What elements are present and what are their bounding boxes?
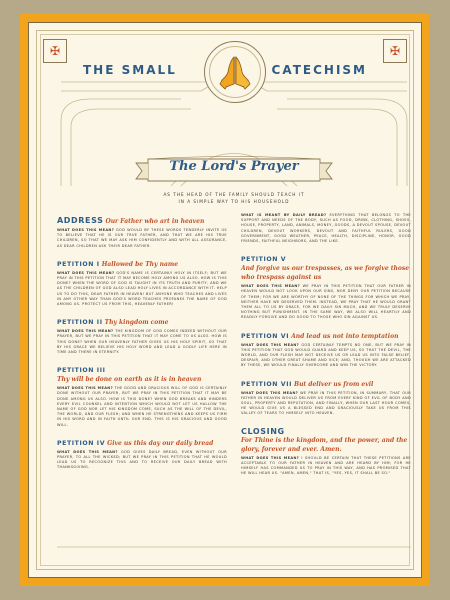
- section-question: WHAT DOES THIS MEAN?: [57, 449, 118, 454]
- section-heading: [241, 424, 411, 454]
- praying-hands-icon: [218, 54, 252, 90]
- section-heading: [241, 251, 411, 282]
- section-answer: GOD CERTAINLY TEMPTS NO ONE, BUT WE PRAY IN THIS PETITION THAT GOD WOULD GUARD AND KEEP US, SO THAT THE DEVIL, THE WORLD, AND OUR FLESH MAY NOT DECEIVE US OR LEAD US INTO FALSE BELIEF, DESPAIR, AND OTHER GREAT SHAME AND VICE; AND, THOUGH WE ARE ATTACKED BY THESE, WE WOULD FINALLY OVERCOME AND WIN THE VICTORY.: [241, 342, 411, 368]
- section-question: WHAT DOES THIS MEAN?: [241, 342, 300, 347]
- section-answer: WE PRAY IN THIS PETITION THAT OUR FATHER IN HEAVEN WOULD NOT LOOK UPON OUR SINS, NOR DENY OUR PETITION BECAUSE OF THEM; FOR WE ARE WORTHY OF NONE OF THE THINGS FOR WHICH WE PRAY, NEITHER HAVE WE DESERVED THEM. INSTEAD, WE PRAY THAT HE WOULD GRANT THEM ALL TO US BY GRACE, FOR WE DAILY SIN MUCH, AND WE TRULY DESERVE NOTHING BUT PUNISHMENT. IN THE SAME WAY, WE ALSO WILL HEARTILY AND READILY FORGIVE AND DO GOOD TO THOSE WHO SIN AGAINST US.: [241, 284, 411, 320]
- section-body: [57, 228, 227, 249]
- catechism-section: [241, 251, 411, 320]
- section-answer: I SHOULD BE CERTAIN THAT THESE PETITIONS ARE ACCEPTABLE TO OUR FATHER IN HEAVEN AND ARE HEARD BY HIM; FOR HE HIMSELF HAS COMMANDED US TO PRAY IN THIS WAY, AND HAS PROMISED THAT HE WILL HEAR US. "AMEN, AMEN," THAT IS, "YES, YES, IT SHALL BE SO.": [241, 455, 411, 476]
- section-body: [57, 271, 227, 307]
- section-phrase: Thy will be done on earth as it is in heaven: [57, 376, 202, 384]
- section-label: PETITION IV: [57, 439, 106, 447]
- catechism-section: [57, 314, 227, 355]
- section-label: PETITION VII: [241, 380, 292, 388]
- section-label: PETITION I: [57, 260, 100, 268]
- section-question: WHAT DOES THIS MEAN?: [57, 270, 115, 275]
- catechism-section: [241, 213, 411, 244]
- right-column: [241, 213, 411, 573]
- section-phrase: Thy kingdom come: [104, 319, 169, 327]
- section-body: [241, 391, 411, 417]
- section-label: PETITION VI: [241, 332, 290, 340]
- section-label: PETITION V: [241, 256, 287, 264]
- catechism-section: [241, 424, 411, 477]
- left-column: [57, 213, 227, 573]
- catechism-section: [57, 362, 227, 428]
- subtitle: [109, 191, 359, 205]
- subtitle-line-2: IN A SIMPLE WAY TO HIS HOUSEHOLD: [178, 199, 290, 204]
- section-body: [241, 213, 411, 244]
- footer-rule: [57, 543, 411, 551]
- content-columns: [57, 213, 411, 573]
- section-answer: THE GOOD AND GRACIOUS WILL OF GOD IS CERTAINLY DONE WITHOUT OUR PRAYER, BUT WE PRAY IN THIS PETITION THAT IT MAY BE DONE AMONG US ALSO. HOW IS THIS DONE? WHEN GOD BREAKS AND HINDERS EVERY EVIL COUNSEL AND INTENTION WHICH WOULD NOT LET US HALLOW THE NAME OF GOD NOR LET HIS KINGDOM COME, SUCH AS THE WILL OF THE DEVIL, THE WORLD, AND OUR FLESH; AND WHEN HE STRENGTHENS AND KEEPS US FIRM IN HIS WORD AND IN FAITH UNTIL OUR END. THIS IS HIS GRACIOUS AND GOOD WILL.: [57, 386, 227, 427]
- section-heading: [57, 256, 227, 269]
- section-question: WHAT DOES THIS MEAN?: [57, 228, 115, 232]
- section-label: PETITION II: [57, 319, 103, 327]
- section-heading: [57, 213, 227, 226]
- section-question: WHAT DOES THIS MEAN?: [241, 455, 300, 460]
- poster-frame: [20, 14, 430, 586]
- section-phrase: Hallowed be Thy name: [101, 260, 179, 268]
- section-body: [57, 450, 227, 471]
- section-question: WHAT IS MEANT BY DAILY BREAD?: [241, 213, 327, 217]
- section-heading: [57, 314, 227, 327]
- section-phrase: Give us this day our daily bread: [107, 439, 214, 447]
- subtitle-line-1: AS THE HEAD OF THE FAMILY SHOULD TEACH IT: [163, 192, 305, 197]
- section-answer: GOD WOULD BY THESE WORDS TENDERLY INVITE US TO BELIEVE THAT HE IS OUR TRUE FATHER, AND THAT WE ARE HIS TRUE CHILDREN, SO THAT WE MAY ASK HIM CONFIDENTLY AND WITH ALL ASSURANCE, AS DEAR CHILDREN ASK THEIR DEAR FATHER.: [57, 228, 227, 248]
- section-body: [241, 343, 411, 369]
- section-answer: EVERYTHING THAT BELONGS TO THE SUPPORT AND NEEDS OF THE BODY, SUCH AS FOOD, DRINK, CLOTHING, SHOES, HOUSE, PROPERTY, LAND, ANIMALS, MONEY, GOODS, A DEVOUT SPOUSE, DEVOUT CHILDREN, DEVOUT WORKERS, DEVOUT AND FAITHFUL RULERS, GOOD GOVERNMENT, GOOD WEATHER, PEACE, HEALTH, DISCIPLINE, HONOR, GOOD FRIENDS, FAITHFUL NEIGHBORS, AND THE LIKE.: [241, 213, 411, 244]
- poster-paper: [28, 22, 422, 578]
- section-heading: [241, 328, 411, 341]
- catechism-section: [57, 213, 227, 249]
- catechism-section: [241, 328, 411, 369]
- page-title: The Lord's Prayer: [169, 159, 299, 174]
- section-answer: GOD'S NAME IS CERTAINLY HOLY IN ITSELF; BUT WE PRAY IN THIS PETITION THAT IT MAY BECOME HOLY AMONG US ALSO. HOW IS THIS DONE? WHEN THE WORD OF GOD IS TAUGHT IN ITS TRUTH AND PURITY, AND WE AS THE CHILDREN OF GOD ALSO LEAD HOLY LIVES IN ACCORDANCE WITH IT. HELP US TO DO THIS, DEAR FATHER IN HEAVEN! BUT ANYONE WHO TEACHES AND LIVES IN ANY OTHER WAY THAN GOD'S WORD TEACHES PROFANES THE NAME OF GOD AMONG US. PROTECT US FROM THIS, HEAVENLY FATHER!: [57, 270, 227, 307]
- section-body: [57, 329, 227, 355]
- emblem-medallion: [204, 41, 266, 103]
- title-left: THE SMALL: [83, 63, 177, 77]
- catechism-section: [57, 256, 227, 307]
- section-label: PETITION III: [57, 367, 106, 375]
- section-phrase: And lead us not into temptation: [291, 332, 399, 340]
- section-label: CLOSING: [241, 426, 285, 436]
- section-answer: THE KINGDOM OF GOD COMES INDEED WITHOUT OUR PRAYER, BUT WE PRAY IN THIS PETITION THAT IT MAY COME TO US ALSO. HOW IS THIS DONE? WHEN OUR HEAVENLY FATHER GIVES US HIS HOLY SPIRIT, SO THAT BY HIS GRACE WE BELIEVE HIS HOLY WORD AND LEAD A GODLY LIFE HERE IN TIME AND THERE IN ETERNITY.: [57, 329, 227, 355]
- section-question: WHAT DOES THIS MEAN?: [57, 329, 114, 334]
- section-phrase: For Thine is the kingdom, and the power, and the glory, forever and ever. Amen.: [241, 436, 408, 453]
- section-phrase: Our Father who art in heaven: [105, 218, 205, 225]
- section-body: [57, 386, 227, 428]
- catechism-section: [57, 435, 227, 471]
- cross-icon: ✠: [49, 44, 61, 58]
- catechism-section: [241, 376, 411, 417]
- section-heading: [57, 362, 227, 384]
- title-right: CATECHISM: [271, 63, 367, 77]
- section-phrase: But deliver us from evil: [294, 380, 374, 388]
- cross-icon: ✠: [389, 44, 401, 58]
- section-label: ADDRESS: [57, 216, 104, 225]
- section-heading: [241, 376, 411, 389]
- section-question: WHAT DOES THIS MEAN?: [241, 390, 299, 395]
- section-body: [241, 456, 411, 477]
- section-phrase: And forgive us our trespasses, as we forgive those who trespass against us: [241, 265, 410, 282]
- section-heading: [57, 435, 227, 448]
- section-answer: GOD GIVES DAILY BREAD, EVEN WITHOUT OUR PRAYER, TO ALL THE WICKED; BUT WE PRAY IN THIS PETITION THAT HE WOULD LEAD US TO RECOGNIZE THIS AND TO RECEIVE OUR DAILY BREAD WITH THANKSGIVING.: [57, 449, 227, 470]
- section-question: WHAT DOES THIS MEAN?: [57, 386, 113, 391]
- section-body: [241, 284, 411, 320]
- section-question: WHAT DOES THIS MEAN?: [241, 284, 301, 289]
- section-answer: WE PRAY IN THIS PETITION, IN SUMMARY, THAT OUR FATHER IN HEAVEN WOULD DELIVER US FROM EVERY KIND OF EVIL OF BODY AND SOUL, PROPERTY AND REPUTATION, AND FINALLY, WHEN OUR LAST HOUR COMES, HE WOULD GIVE US A BLESSED END AND GRACIOUSLY TAKE US FROM THIS VALLEY OF TEARS TO HIMSELF INTO HEAVEN.: [241, 390, 411, 416]
